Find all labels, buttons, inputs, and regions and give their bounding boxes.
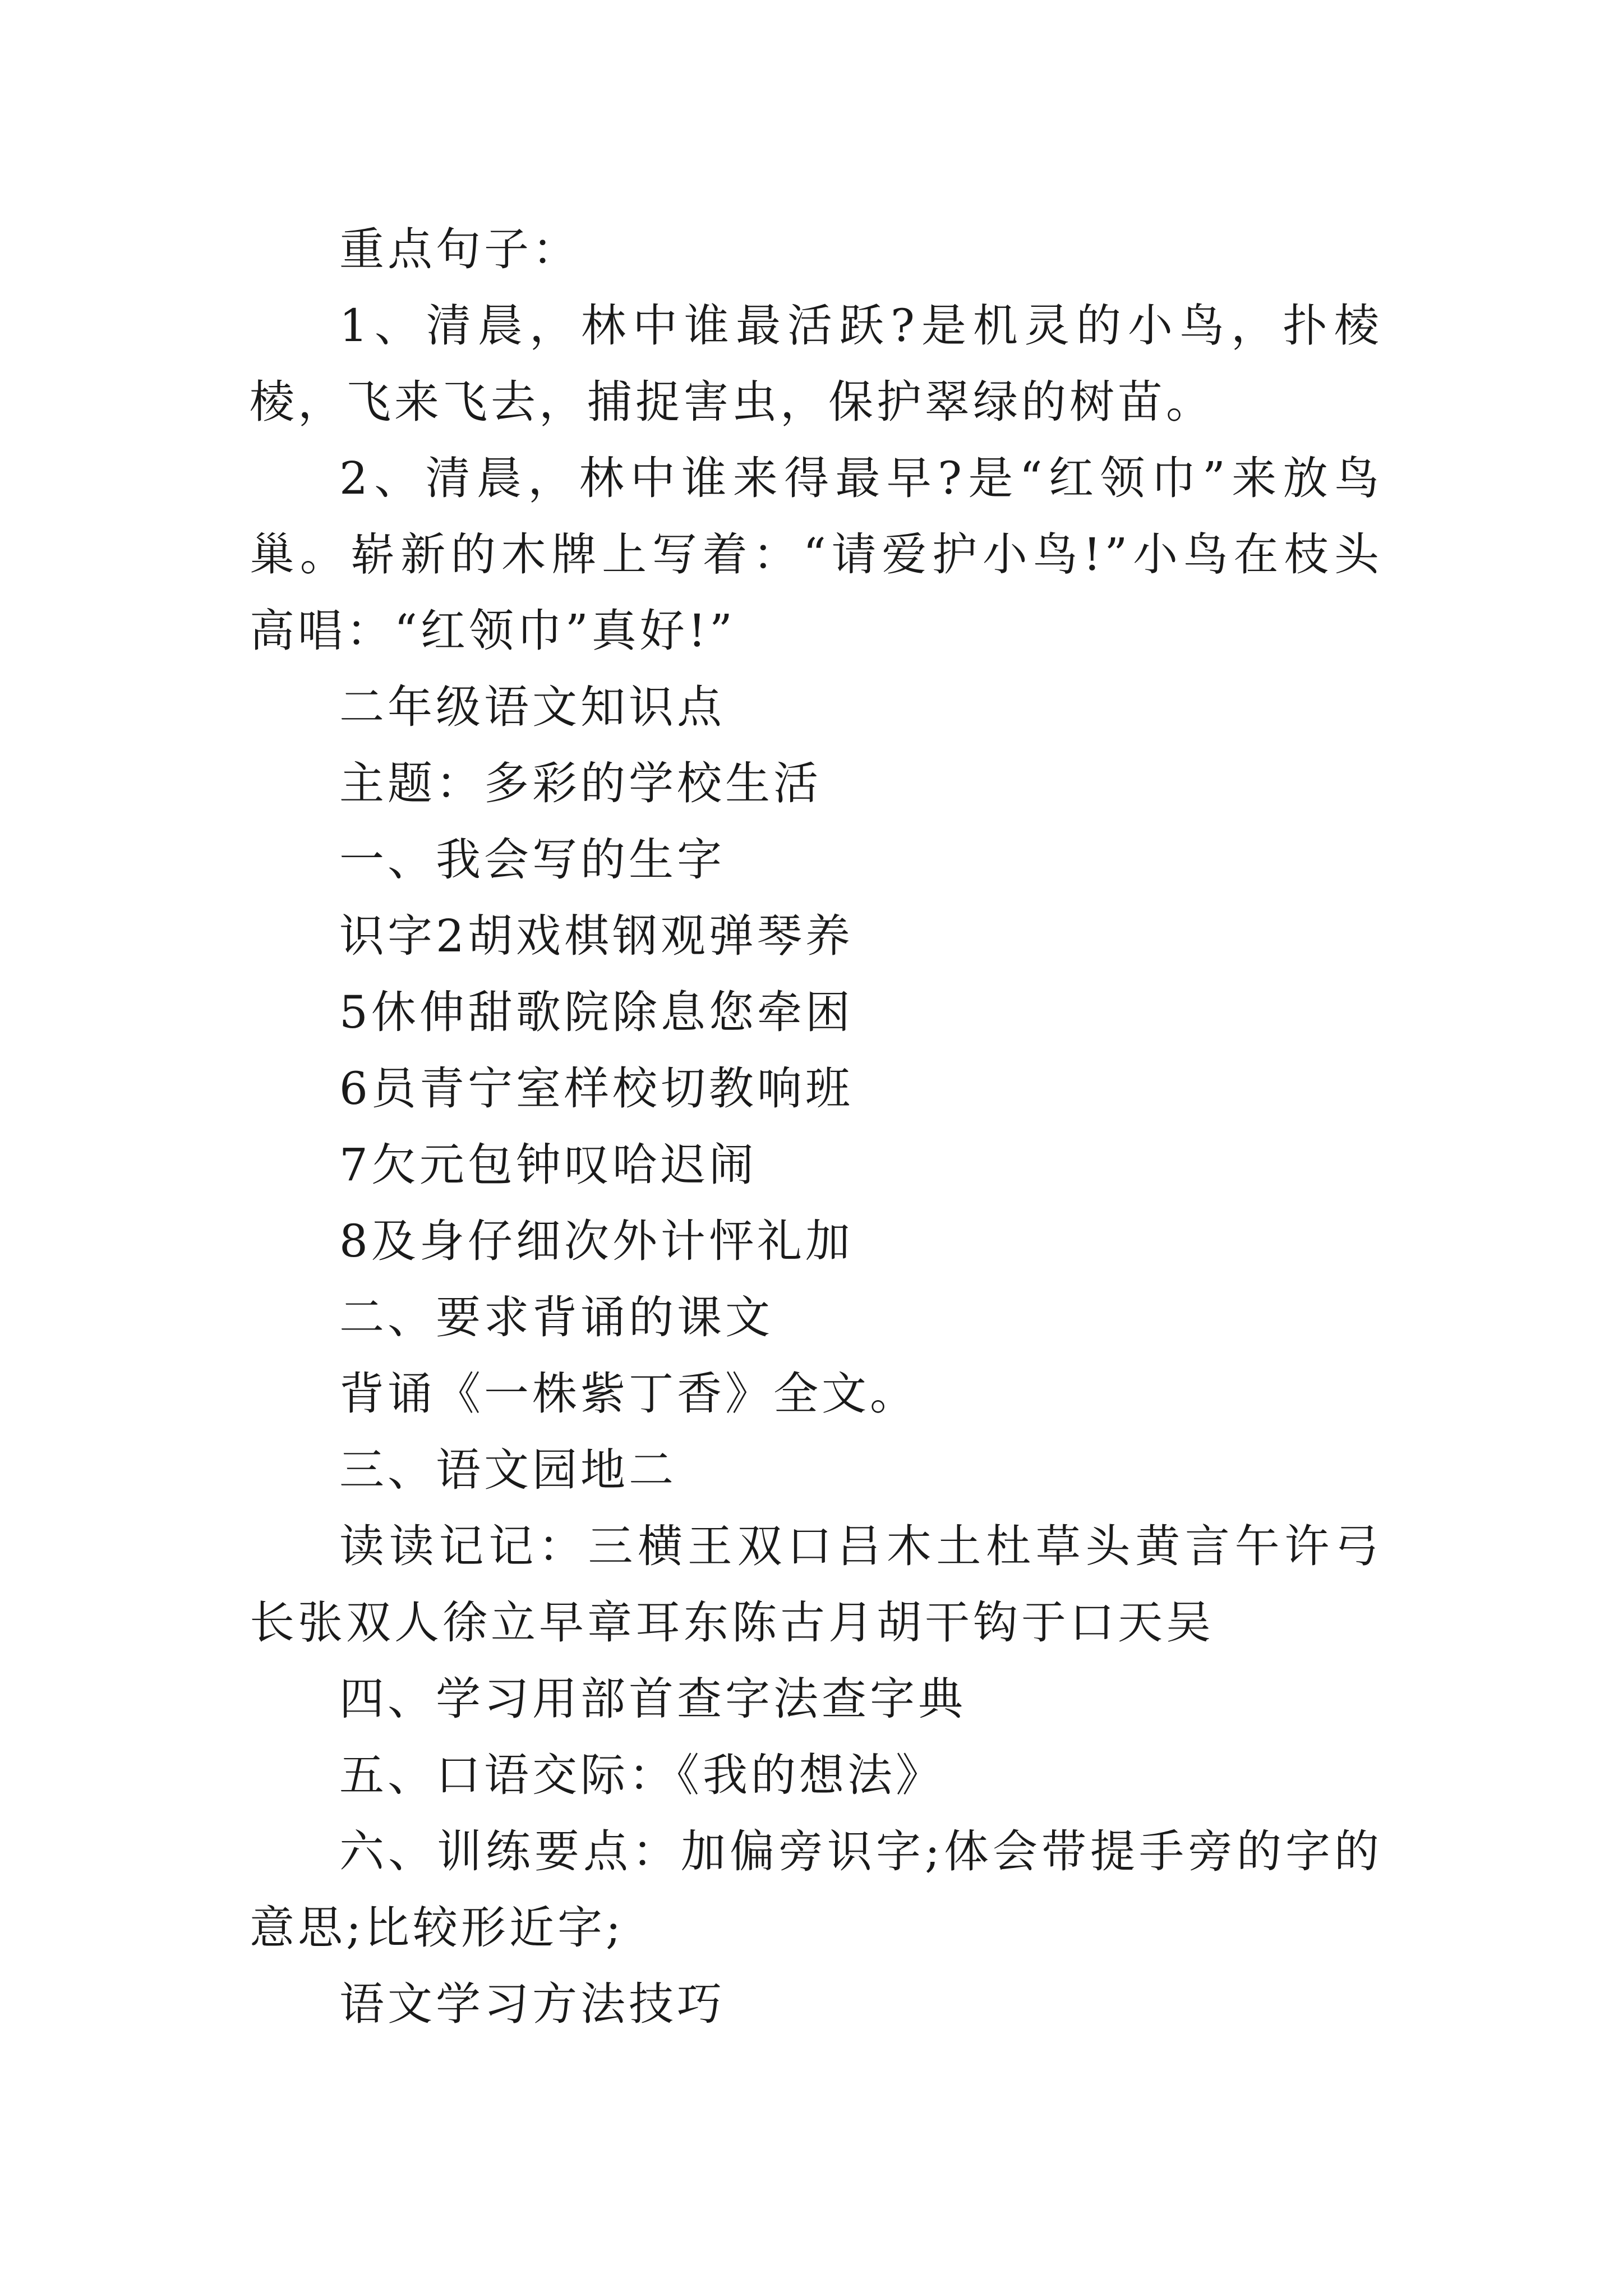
character-list-line: 7欠元包钟叹哈迟闹 [339, 1139, 757, 1191]
key-sentence-1: 1、清晨，林中谁最活跃?是机灵的小鸟，扑棱棱，飞来飞去，捕捉害虫，保护翠绿的树苗。 [250, 300, 1382, 428]
character-list-line: 8及身仔细次外计怦礼加 [339, 1215, 854, 1267]
training-points-line: 六、训练要点：加偏旁识字;体会带提手旁的字的意思;比较形近字; [250, 1825, 1382, 1954]
section-heading: 四、学习用部首查字法查字典 [339, 1673, 966, 1725]
section-heading: 五、口语交际：《我的想法》 [339, 1749, 944, 1801]
section-heading: 重点句子： [339, 223, 580, 275]
key-sentence-2: 2、清晨，林中谁来得最早?是“红领巾”来放鸟巢。崭新的木牌上写着：“请爱护小鸟!”小鸟在枝头高唱：“红领巾”真好!” [250, 452, 1382, 657]
section-heading: 语文学习方法技巧 [339, 1978, 725, 2030]
knowledge-title: 二年级语文知识点 [339, 681, 725, 733]
recitation-line: 背诵《一株紫丁香》全文。 [339, 1368, 918, 1420]
theme-line: 主题：多彩的学校生活 [339, 757, 822, 809]
section-heading: 二、要求背诵的课文 [339, 1291, 773, 1343]
character-list-line: 5休伸甜歌院除息您牵困 [339, 986, 854, 1038]
reading-memorize-line: 读读记记：三横王双口吕木土杜草头黄言午许弓长张双人徐立早章耳东陈古月胡干钩于口天吴 [250, 1520, 1382, 1649]
character-list-line: 6员青宁室样校切教响班 [339, 1062, 854, 1115]
character-list-line: 识字2胡戏棋钢观弹琴养 [339, 910, 854, 962]
section-heading: 三、语文园地二 [339, 1444, 677, 1496]
document-body [250, 211, 1382, 2042]
section-heading: 一、我会写的生字 [339, 834, 725, 886]
